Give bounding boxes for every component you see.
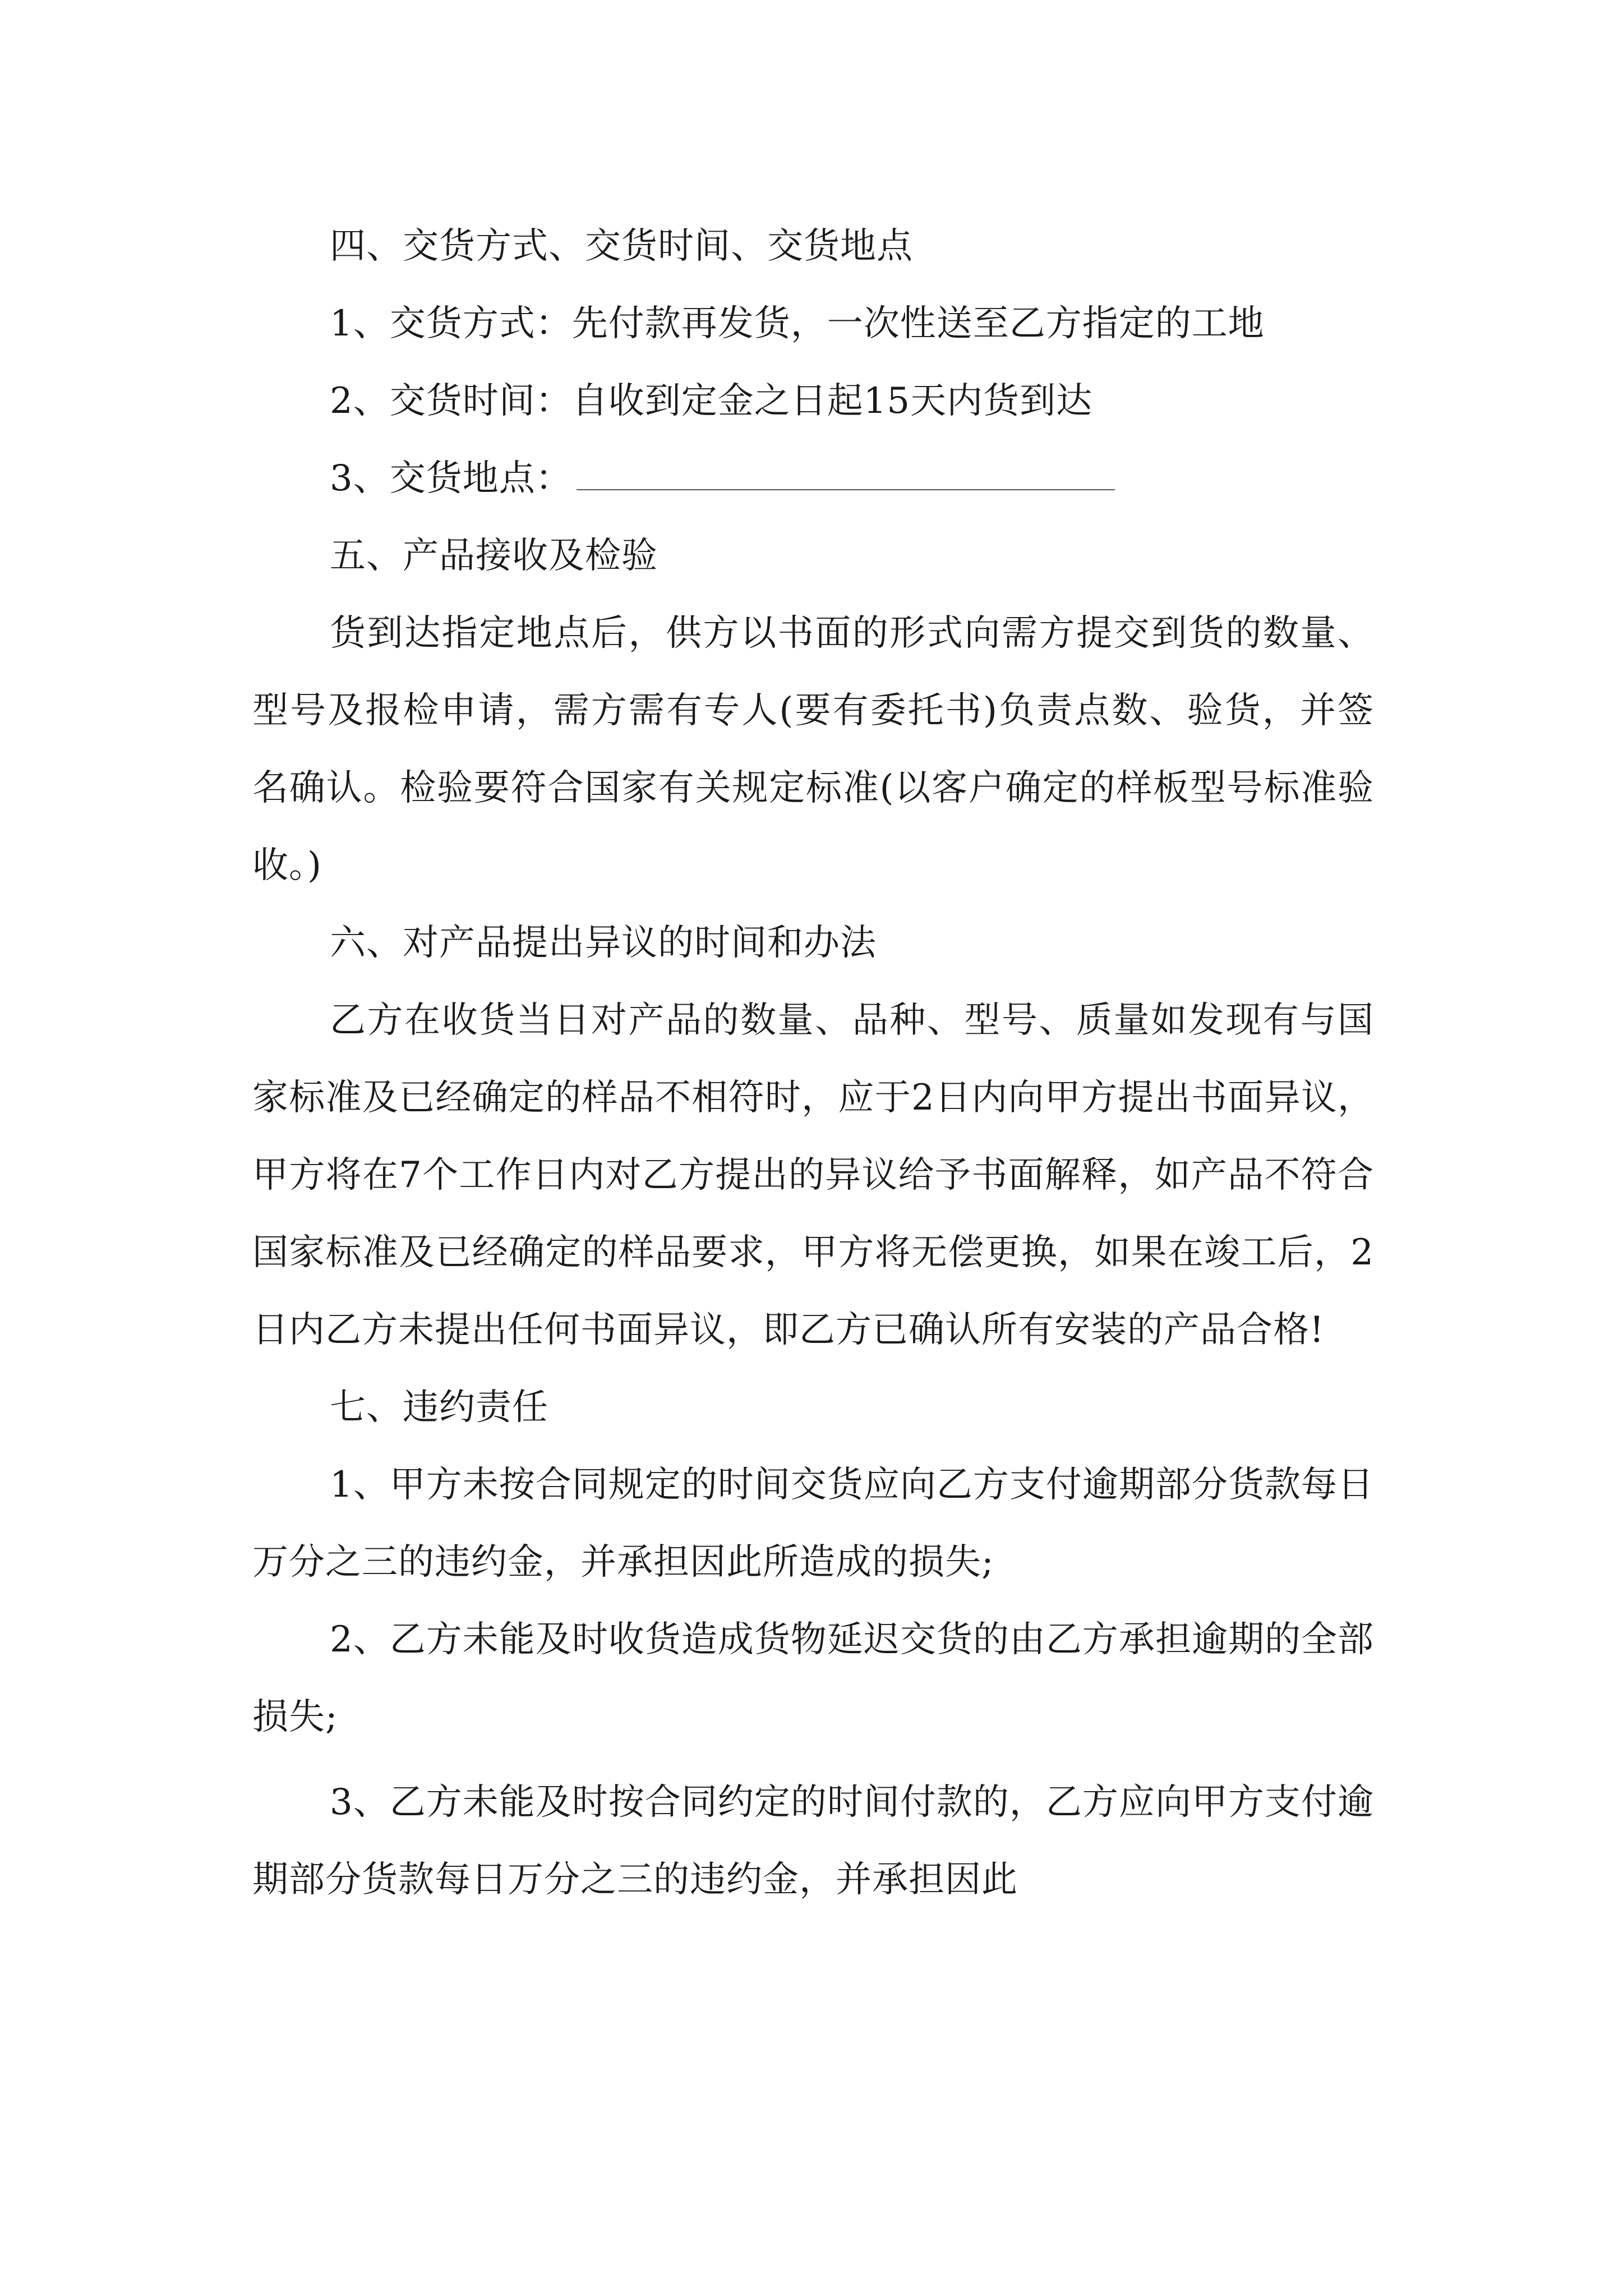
clause-delivery-place-label: 3、交货地点： <box>330 458 572 499</box>
delivery-place-blank-line <box>577 455 1115 490</box>
clause-delivery-place <box>252 440 1374 517</box>
clause-delivery-method: 1、交货方式：先付款再发货，一次性送至乙方指定的工地 <box>330 303 1265 344</box>
section-heading-inspection: 五、产品接收及检验 <box>330 535 658 577</box>
section-heading-liability: 七、违约责任 <box>330 1387 548 1428</box>
clause-objection: 乙方在收货当日对产品的数量、品种、型号、质量如发现有与国家标准及已经确定的样品不相符时，应于2日内向甲方提出书面异议，甲方将在7个工作日内对乙方提出的异议给予书面解释，如产品不符合国家标准及已经确定的样品要求，甲方将无偿更换，如果在竣工后，2日内乙方未提出任何书面异议，即乙方已确认所有安装的产品合格! <box>252 1000 1374 1351</box>
clause-inspection: 货到达指定地点后，供方以书面的形式向需方提交到货的数量、型号及报检申请，需方需有专人(要有委托书)负责点数、验货，并签名确认。检验要符合国家有关规定标准(以客户确定的样板型号标准验收。) <box>252 613 1374 886</box>
clause-delivery-time: 2、交货时间：自收到定金之日起15天内货到达 <box>330 380 1093 422</box>
clause-liability-2: 2、乙方未能及时收货造成货物延迟交货的由乙方承担逾期的全部损失; <box>252 1619 1374 1738</box>
section-heading-delivery: 四、交货方式、交货时间、交货地点 <box>330 226 913 267</box>
section-heading-objection: 六、对产品提出异议的时间和办法 <box>330 922 877 964</box>
document-body <box>252 208 1374 1918</box>
clause-liability-1: 1、甲方未按合同规定的时间交货应向乙方支付逾期部分货款每日万分之三的违约金，并承担因此所造成的损失; <box>252 1464 1374 1583</box>
clause-liability-3: 3、乙方未能及时按合同约定的时间付款的，乙方应向甲方支付逾期部分货款每日万分之三的违约金，并承担因此 <box>252 1782 1374 1901</box>
